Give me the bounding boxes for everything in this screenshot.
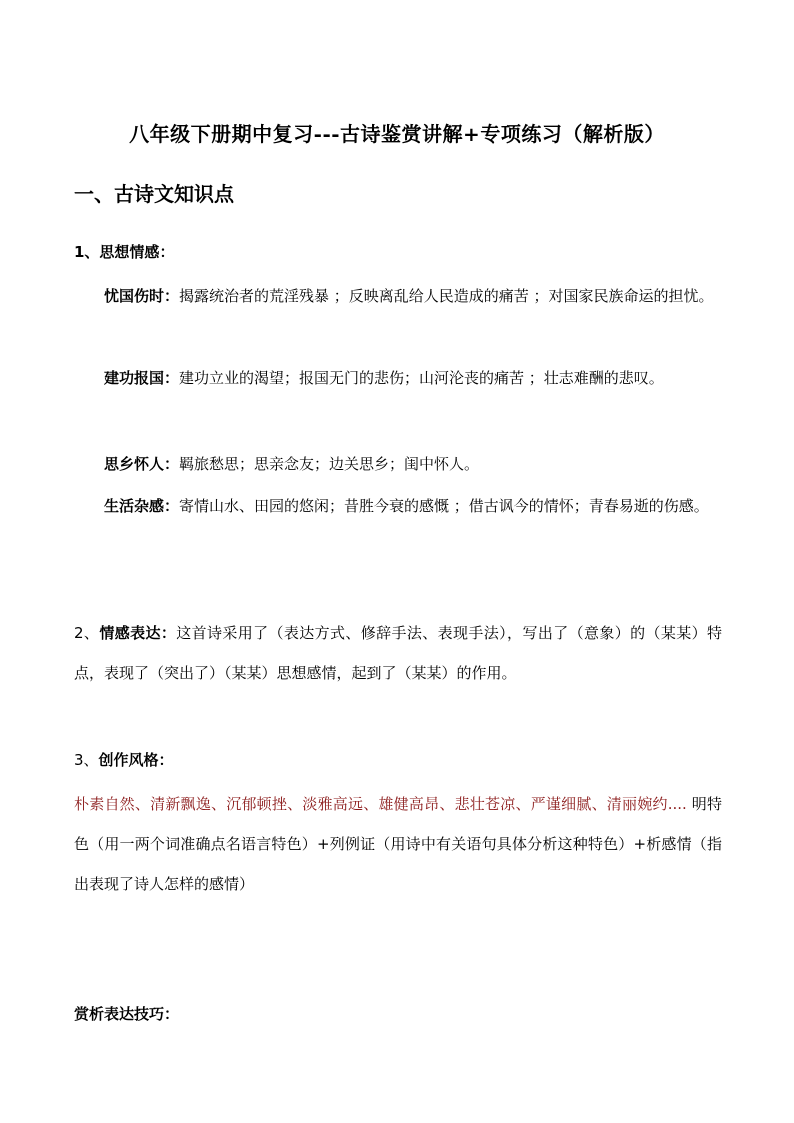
part3-number: 3、 xyxy=(74,751,99,769)
section-heading: 一、古诗文知识点 xyxy=(74,182,234,206)
part1-item-4-term: 生活杂感： xyxy=(104,497,180,515)
part1-item-4 xyxy=(74,486,722,526)
part1-item-1-text: 揭露统治者的荒淫残暴 ；反映离乱给人民造成的痛苦 ；对国家民族命运的担忧。 xyxy=(179,287,714,305)
part1-item-3-term: 思乡怀人： xyxy=(104,455,180,473)
part2-paragraph xyxy=(74,613,722,693)
part1-item-2-text: 建功立业的渴望；报国无门的悲伤；山河沦丧的痛苦 ；壮志难酬的悲叹。 xyxy=(179,369,664,387)
document-title: 八年级下册期中复习---古诗鉴赏讲解+专项练习（解析版） xyxy=(129,122,665,146)
part1-item-3-text: 羁旅愁思；思亲念友；边关思乡；闺中怀人。 xyxy=(179,455,480,473)
part1-item-2-term: 建功报国： xyxy=(104,369,180,387)
part3-heading xyxy=(74,749,174,771)
part3-text: 明特色（用一两个词准确点名语言特色）+列例证（用诗中有关语句具体分析这种特色）+析感情（指出表现了诗人怎样的感情） xyxy=(74,795,722,893)
part1-item-2 xyxy=(74,358,722,398)
part2-text: 这首诗采用了（表达方式、修辞手法、表现手法），写出了（意象）的（某某）特点，表现了（突出了）（某某）思想感情，起到了（某某）的作用。 xyxy=(74,624,722,682)
part2-number: 2、 xyxy=(74,624,100,642)
part4-heading: 赏析表达技巧： xyxy=(74,1005,180,1023)
part1-heading: 1、思想情感： xyxy=(74,243,175,261)
part3-term: 创作风格： xyxy=(98,751,174,769)
part1-item-3 xyxy=(74,444,722,484)
part1-item-1-term: 忧国伤时： xyxy=(104,287,180,305)
part2-term: 情感表达： xyxy=(99,624,177,642)
part1-item-4-text: 寄情山水、田园的悠闲；昔胜今衰的感慨 ；借古讽今的情怀；青春易逝的伤感。 xyxy=(179,497,709,515)
part3-paragraph xyxy=(74,784,722,904)
part1-item-1 xyxy=(74,276,722,316)
part3-styles: 朴素自然、清新飘逸、沉郁顿挫、淡雅高远、雄健高昂、悲壮苍凉、严谨细腻、清丽婉约.... xyxy=(74,795,687,813)
